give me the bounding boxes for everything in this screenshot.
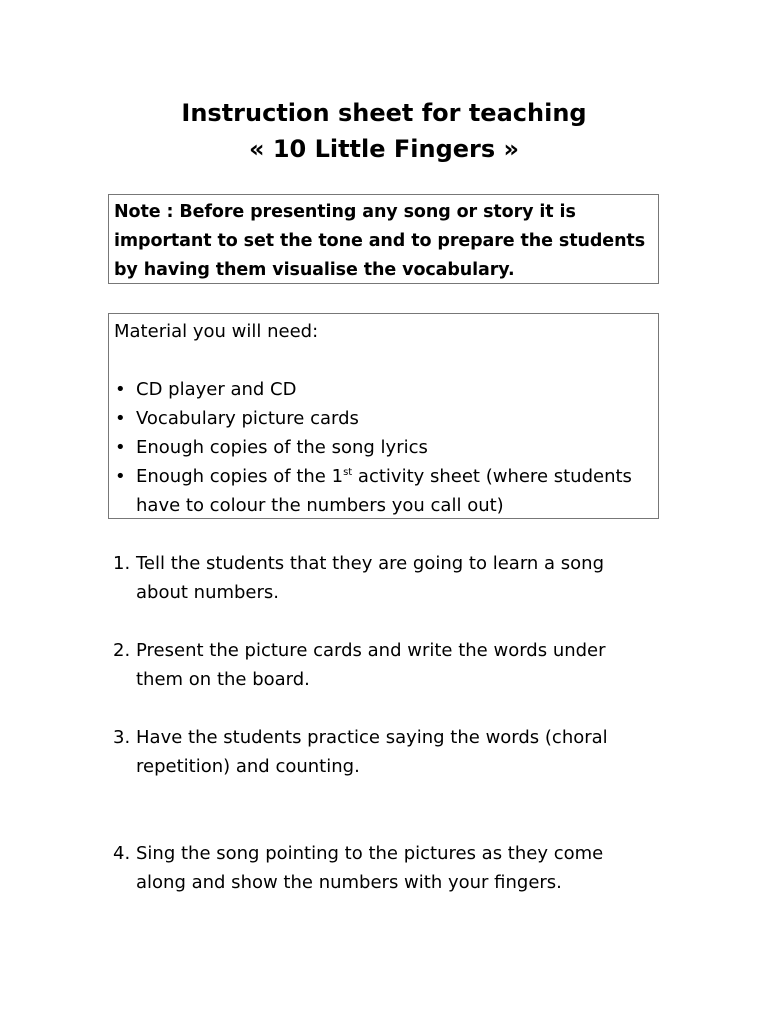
- material-item: • Vocabulary picture cards: [114, 404, 653, 433]
- step-item: [113, 723, 653, 781]
- step-text: Present the picture cards and write the words under them on the board.: [136, 640, 606, 690]
- note-box: [108, 194, 659, 284]
- step-text: Sing the song pointing to the pictures as they come along and show the numbers with your fingers.: [136, 843, 604, 893]
- material-item: • Enough copies of the song lyrics: [114, 433, 653, 462]
- material-item-text-after: activity sheet (where students have to colour the numbers you call out): [136, 466, 632, 516]
- step-text: Have the students practice saying the words (choral repetition) and counting.: [136, 727, 608, 777]
- step-item: [113, 839, 653, 897]
- step-number: 1.: [113, 553, 131, 574]
- step-item: [113, 549, 653, 607]
- ordinal-superscript: st: [343, 467, 353, 478]
- step-text: Tell the students that they are going to learn a song about numbers.: [136, 553, 605, 603]
- material-list: [114, 375, 653, 520]
- page-title-line-1: Instruction sheet for teaching: [181, 99, 587, 127]
- material-heading: Material you will need:: [114, 321, 319, 342]
- material-item: [114, 462, 653, 520]
- material-item-text-before: Enough copies of the 1: [136, 466, 344, 487]
- step-item: [113, 636, 653, 694]
- step-number: 4.: [113, 843, 131, 864]
- step-number: 3.: [113, 727, 131, 748]
- material-item: • CD player and CD: [114, 375, 653, 404]
- material-box: [108, 313, 659, 519]
- note-text: Note : Before presenting any song or story it is important to set the tone and to prepare the students by having them visualise the vocabulary.: [114, 202, 646, 280]
- page-title-line-2: « 10 Little Fingers »: [248, 135, 520, 163]
- step-number: 2.: [113, 640, 131, 661]
